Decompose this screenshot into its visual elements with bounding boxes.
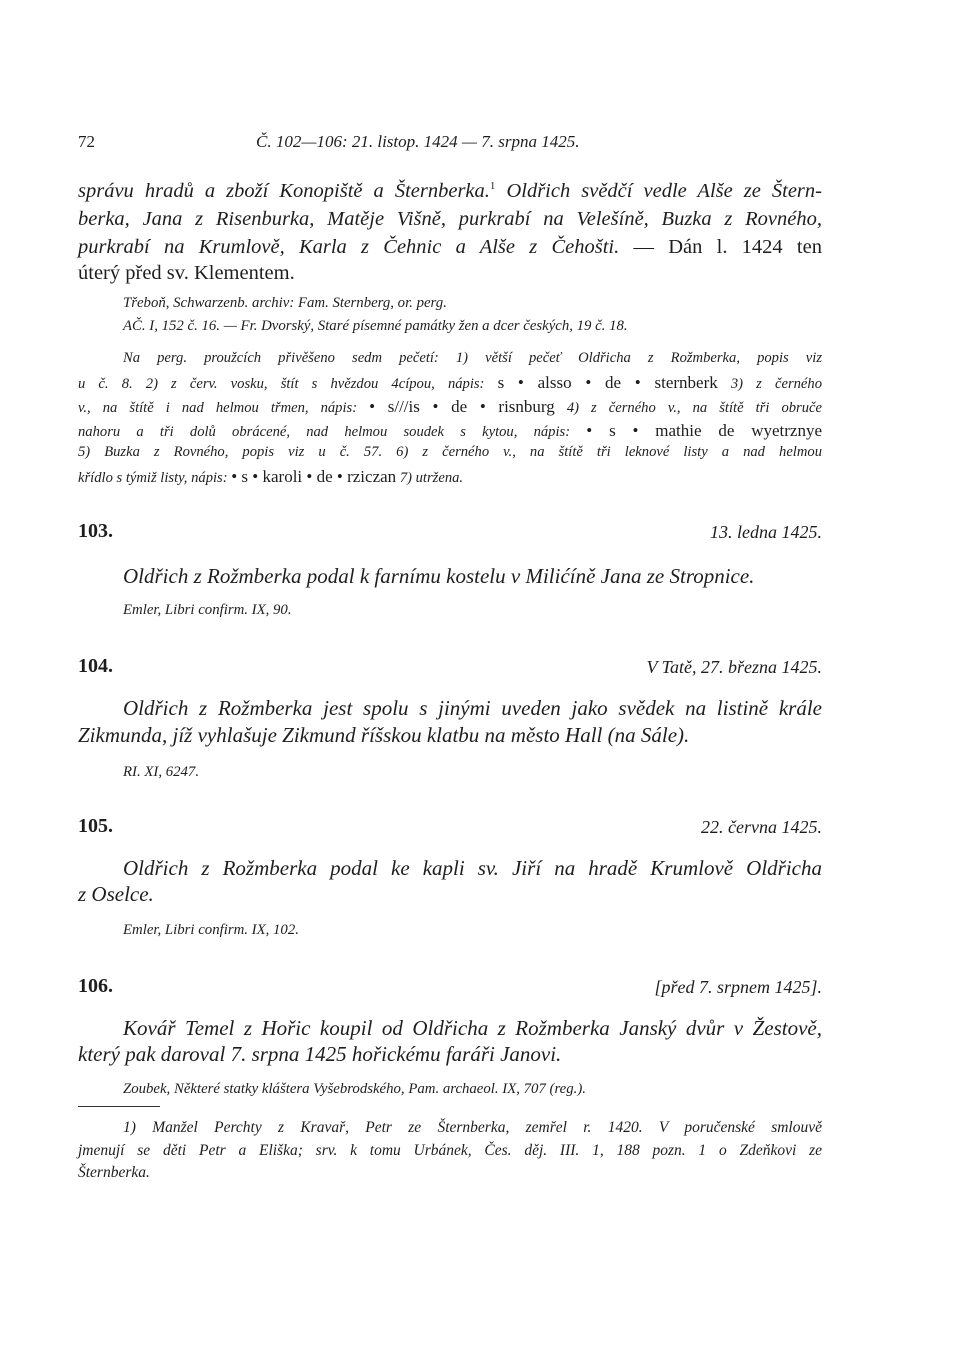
seal-note-line: nahoru a tři dolů obrácené, nad helmou soudek s kytou, nápis: • s • mathie de wyetrznye [78, 421, 822, 440]
literature-source: AČ. I, 152 č. 16. — Fr. Dvorský, Staré písemné památky žen a dcer českých, 19 č. 18. [123, 318, 628, 334]
regest-number: 103. [78, 520, 113, 542]
footnote-line: Šternberka. [78, 1164, 150, 1181]
regest-source: Emler, Libri confirm. IX, 90. [123, 602, 292, 618]
regest-text-line: Oldřich z Rožmberka podal ke kapli sv. Jiří na hradě Krumlově Oldřicha [123, 856, 822, 880]
footnote-divider [78, 1106, 160, 1107]
regest-number: 104. [78, 655, 113, 677]
regest-source: Zoubek, Některé statky kláštera Vyšebrodského, Pam. archaeol. IX, 707 (reg.). [123, 1081, 586, 1097]
seal-legend: s • alsso • de • sternberk [497, 373, 718, 392]
running-title: Č. 102—106: 21. listop. 1424 — 7. srpna 1425. [256, 132, 580, 151]
regest-source: Emler, Libri confirm. IX, 102. [123, 922, 299, 938]
seal-note-line: u č. 8. 2) z červ. vosku, štít s hvězdou 4cípou, nápis: s • alsso • de • sternberk 3) z černého [78, 373, 822, 392]
footnote-line: jmenují se děti Petr a Eliška; srv. k tomu Urbánek, Čes. děj. III. 1, 188 pozn. 1 o Zdeňkovi ze [78, 1142, 822, 1159]
regest-number: 105. [78, 815, 113, 837]
entry-102-line: úterý před sv. Klementem. [78, 262, 295, 284]
entry-102-line: správu hradů a zboží Konopiště a Šternberka.$^1$ Oldřich svědčí vedle Alše ze Štern- [78, 180, 822, 202]
seal-legend: • s • mathie de wyetrznye [586, 421, 822, 440]
footnote-line: 1) Manžel Perchty z Kravař, Petr ze Šternberka, zemřel r. 1420. V poručenské smlouvě [123, 1119, 822, 1136]
regest-number: 106. [78, 975, 113, 997]
regest-source: RI. XI, 6247. [123, 764, 200, 780]
regest-text-line: který pak daroval 7. srpna 1425 hořickému faráři Janovi. [78, 1042, 562, 1066]
seal-legend: • s///is • de • risnburg [369, 397, 555, 416]
regest-date: [před 7. srpnem 1425]. [654, 977, 822, 997]
regest-date: 22. června 1425. [701, 817, 822, 837]
entry-102-line: purkrabí na Krumlově, Karla z Čehnic a Alše z Čehošti. — Dán l. 1424 ten [78, 236, 822, 258]
seal-note-line: 5) Buzka z Rovného, popis viz u č. 57. 6) z černého v., na štítě tři leknové listy a nad helmou [78, 444, 822, 460]
regest-date: 13. ledna 1425. [710, 522, 822, 542]
seal-note-line: křídlo s týmiž listy, nápis: • s • karoli • de • rziczan 7) utržena. [78, 467, 464, 486]
regest-text-line: Oldřich z Rožmberka podal k farnímu kostelu v Milićíně Jana ze Stropnice. [123, 564, 755, 588]
regest-text-line: z Oselce. [78, 882, 154, 906]
page-number: 72 [78, 132, 95, 151]
regest-text-line: Oldřich z Rožmberka jest spolu s jinými uveden jako svědek na listině krále [123, 696, 822, 720]
archive-source: Třeboň, Schwarzenb. archiv: Fam. Sternberg, or. perg. [123, 295, 447, 311]
entry-102-line: berka, Jana z Risenburka, Matěje Višně, purkrabí na Velešíně, Buzka z Rovného, [78, 208, 822, 230]
seal-legend: • s • karoli • de • rziczan [231, 467, 397, 486]
seal-note-line: v., na štítě i nad helmou třmen, nápis: • s///is • de • risnburg 4) z černého v., na štítě tři obruče [78, 397, 822, 416]
regest-text-line: Kovář Temel z Hořic koupil od Oldřicha z Rožmberka Janský dvůr v Žestově, [123, 1016, 822, 1040]
regest-date: V Tatě, 27. března 1425. [646, 657, 822, 677]
footnote-marker: 1 [489, 180, 496, 193]
regest-text-line: Zikmunda, jíž vyhlašuje Zikmund říšskou klatbu na město Hall (na Sále). [78, 723, 690, 747]
seal-note-line: Na perg. proužcích přivěšeno sedm pečetí: 1) větší pečeť Oldřicha z Rožmberka, popis viz [123, 350, 822, 366]
